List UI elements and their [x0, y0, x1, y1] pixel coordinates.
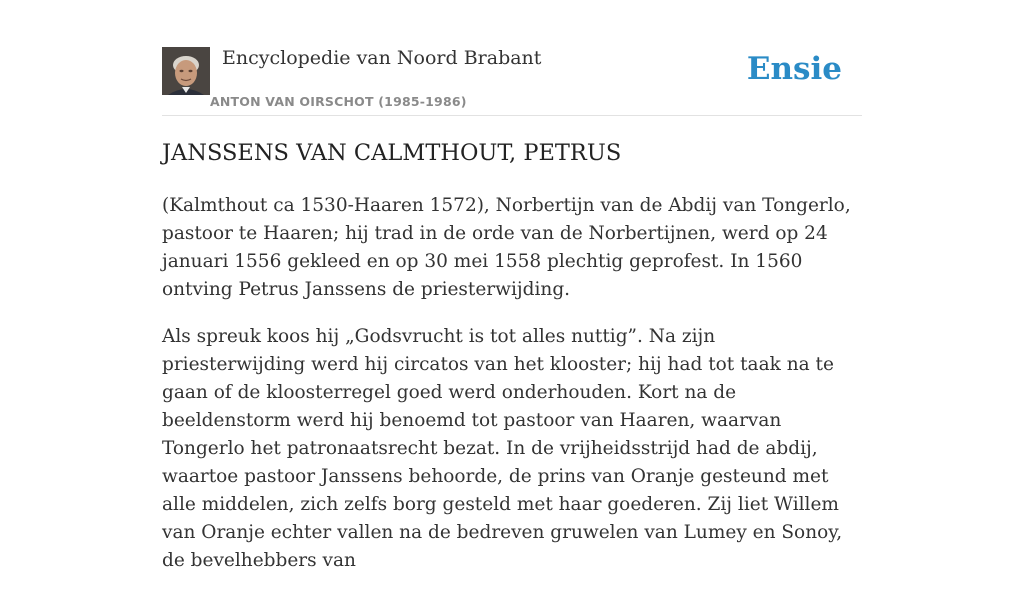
page-title: JANSSENS VAN CALMTHOUT, PETRUS	[162, 140, 622, 166]
article-paragraph: Als spreuk koos hij „Godsvrucht is tot alles nuttig”. Na zijn priesterwijding werd hij circatos van het klooster; hij had tot taak na te gaan of de kloosterregel goed werd onderhouden. Kort na de beeldenstorm werd hij benoemd tot pastoor van Haaren, waarvan Tongerlo het patronaatsrecht bezat. In de vrijheidsstrijd had de abdij, waartoe pastoor Janssens behoorde, de prins van Oranje gesteund met alle middelen, zich zelfs borg gesteld met haar goederen. Zij liet Willem van Oranje echter vallen na de bedreven gruwelen van Lumey en Sonoy, de bevelhebbers van	[162, 326, 843, 571]
author-name[interactable]: ANTON VAN OIRSCHOT (1985-1986)	[210, 94, 467, 109]
author-avatar[interactable]	[162, 47, 210, 95]
author-portrait-icon	[162, 47, 210, 95]
book-title[interactable]: Encyclopedie van Noord Brabant	[222, 47, 542, 69]
ensie-logo[interactable]: Ensie	[746, 51, 842, 87]
article-paragraph: (Kalmthout ca 1530-Haaren 1572), Norbertijn van de Abdij van Tongerlo, pastoor te Haaren; hij trad in de orde van de Norbertijnen, werd op 24 januari 1556 gekleed en op 30 mei 1558 plechtig geprofest. In 1560 ontving Petrus Janssens de priesterwijding.	[162, 195, 851, 300]
page-header	[162, 45, 862, 116]
article-body	[162, 192, 862, 594]
